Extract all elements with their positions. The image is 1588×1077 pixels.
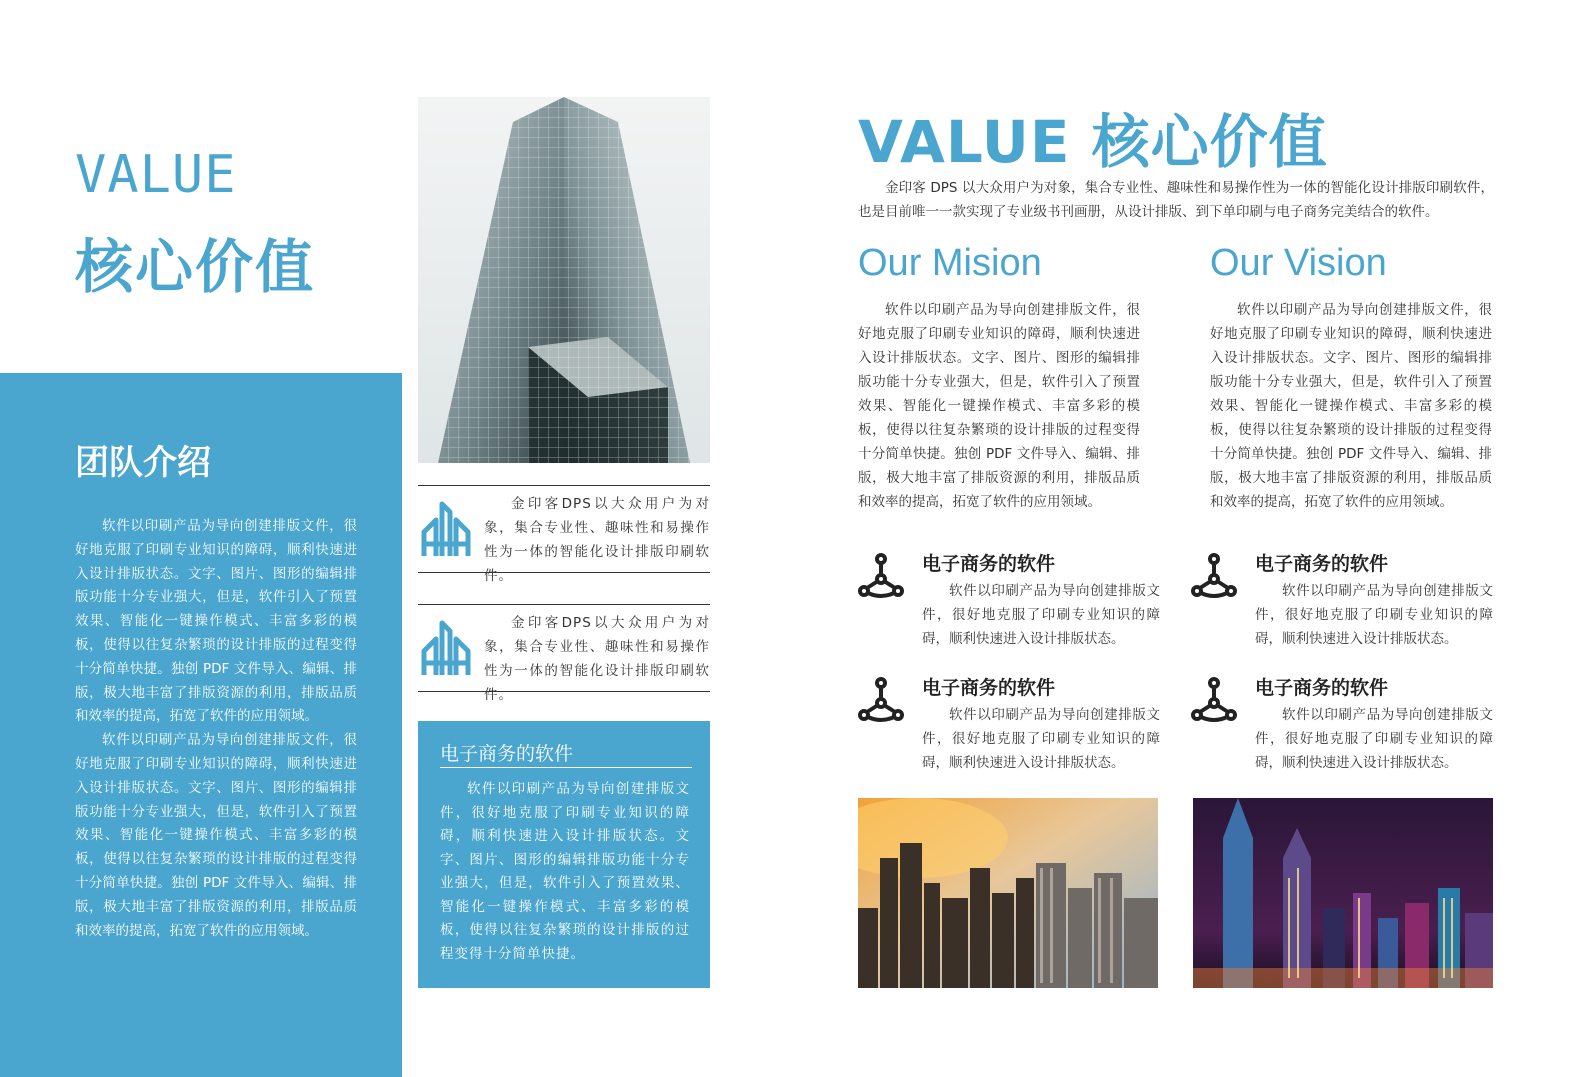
ecommerce-box [418, 721, 710, 988]
city-night-photo [1193, 798, 1493, 988]
left-value-heading: VALUE [75, 145, 237, 205]
skyscraper-photo [418, 97, 710, 463]
mission-text: 软件以印刷产品为导向创建排版文件，很好地克服了印刷专业知识的障碍，顺利快速进入设计排版状态。文字、图片、图形的编辑排版功能十分专业强大，但是，软件引入了预置效果、智能化一键操作模式、丰富多彩的模板，使得以往复杂繁琐的设计排版的过程变得十分简单快捷。独创 PDF 文件导入、编辑、排版，极大地丰富了排版资源的利用，排版品质和效率的提高，拓宽了软件的应用领域。 [858, 302, 1140, 510]
city-sunset-photo [858, 798, 1158, 988]
ecommerce-box-text: 软件以印刷产品为导向创建排版文件，很好地克服了印刷专业知识的障碍，顺利快速进入设计排版状态。文字、图片、图形的编辑排版功能十分专业强大，但是，软件引入了预置效果、智能化一键操作模式、丰富多彩的模板，使得以往复杂繁琐的设计排版的过程变得十分简单快捷。 [440, 781, 690, 962]
service-text-4: 软件以印刷产品为导向创建排版文件，很好地克服了印刷专业知识的障碍，顺利快速进入设计排版状态。 [1255, 707, 1493, 771]
service-title-1: 电子商务的软件 [922, 553, 1056, 575]
service-title-3: 电子商务的软件 [922, 677, 1056, 699]
service-title-2: 电子商务的软件 [1255, 553, 1389, 575]
ecommerce-box-divider [440, 767, 692, 768]
service-item-1 [858, 553, 1168, 653]
service-text-1: 软件以印刷产品为导向创建排版文件，很好地克服了印刷专业知识的障碍，顺利快速进入设计排版状态。 [922, 583, 1160, 647]
service-text-2: 软件以印刷产品为导向创建排版文件，很好地克服了印刷专业知识的障碍，顺利快速进入设计排版状态。 [1255, 583, 1493, 647]
vision-heading: Our Vision [1210, 242, 1387, 284]
ecommerce-box-title: 电子商务的软件 [440, 743, 574, 765]
network-nodes-icon [858, 677, 904, 723]
feature-text-1: 金印客DPS以大众用户为对象，集合专业性、趣味性和易操作性为一体的智能化设计排版印刷软件。 [484, 496, 710, 584]
feature-item-2 [418, 604, 710, 703]
vision-text: 软件以印刷产品为导向创建排版文件，很好地克服了印刷专业知识的障碍，顺利快速进入设计排版状态。文字、图片、图形的编辑排版功能十分专业强大，但是，软件引入了预置效果、智能化一键操作模式、丰富多彩的模板，使得以往复杂繁琐的设计排版的过程变得十分简单快捷。独创 PDF 文件导入、编辑、排版，极大地丰富了排版资源的利用，排版品质和效率的提高，拓宽了软件的应用领域。 [1210, 302, 1492, 510]
network-nodes-icon [1191, 553, 1237, 599]
core-value-title: VALUE 核心价值 [858, 108, 1328, 176]
mission-heading: Our Mision [858, 242, 1042, 284]
service-item-2 [1191, 553, 1501, 653]
service-item-3 [858, 677, 1168, 777]
intro-text: 金印客 DPS 以大众用户为对象，集合专业性、趣味性和易操作性为一体的智能化设计排版印刷软件，也是目前唯一一款实现了专业级书刊画册，从设计排版、到下单印刷与电子商务完美结合的软件。 [858, 180, 1494, 220]
intro-block [858, 176, 1494, 224]
building-arrow-icon [418, 498, 474, 560]
network-nodes-icon [1191, 677, 1237, 723]
mission-block [858, 298, 1140, 514]
service-title-4: 电子商务的软件 [1255, 677, 1389, 699]
feature-text-2: 金印客DPS以大众用户为对象，集合专业性、趣味性和易操作性为一体的智能化设计排版印刷软件。 [484, 615, 710, 703]
left-core-value-heading: 核心价值 [75, 233, 316, 301]
vision-block [1210, 298, 1492, 514]
network-nodes-icon [858, 553, 904, 599]
ecommerce-box-body [440, 778, 690, 966]
team-description [75, 515, 357, 943]
building-arrow-icon [418, 617, 474, 679]
service-text-3: 软件以印刷产品为导向创建排版文件，很好地克服了印刷专业知识的障碍，顺利快速进入设计排版状态。 [922, 707, 1160, 771]
team-title: 团队介绍 [75, 443, 211, 483]
feature-item-1 [418, 485, 710, 584]
team-paragraph-2: 软件以印刷产品为导向创建排版文件，很好地克服了印刷专业知识的障碍，顺利快速进入设计排版状态。文字、图片、图形的编辑排版功能十分专业强大，但是，软件引入了预置效果、智能化一键操作模式、丰富多彩的模板，使得以往复杂繁琐的设计排版的过程变得十分简单快捷。独创 PDF 文件导入、编辑、排版，极大地丰富了排版资源的利用，排版品质和效率的提高，拓宽了软件的应用领域。 [75, 732, 357, 939]
team-paragraph-1: 软件以印刷产品为导向创建排版文件，很好地克服了印刷专业知识的障碍，顺利快速进入设计排版状态。文字、图片、图形的编辑排版功能十分专业强大，但是，软件引入了预置效果、智能化一键操作模式、丰富多彩的模板，使得以往复杂繁琐的设计排版的过程变得十分简单快捷。独创 PDF 文件导入、编辑、排版，极大地丰富了排版资源的利用，排版品质和效率的提高，拓宽了软件的应用领域。 [75, 518, 357, 725]
service-item-4 [1191, 677, 1501, 777]
